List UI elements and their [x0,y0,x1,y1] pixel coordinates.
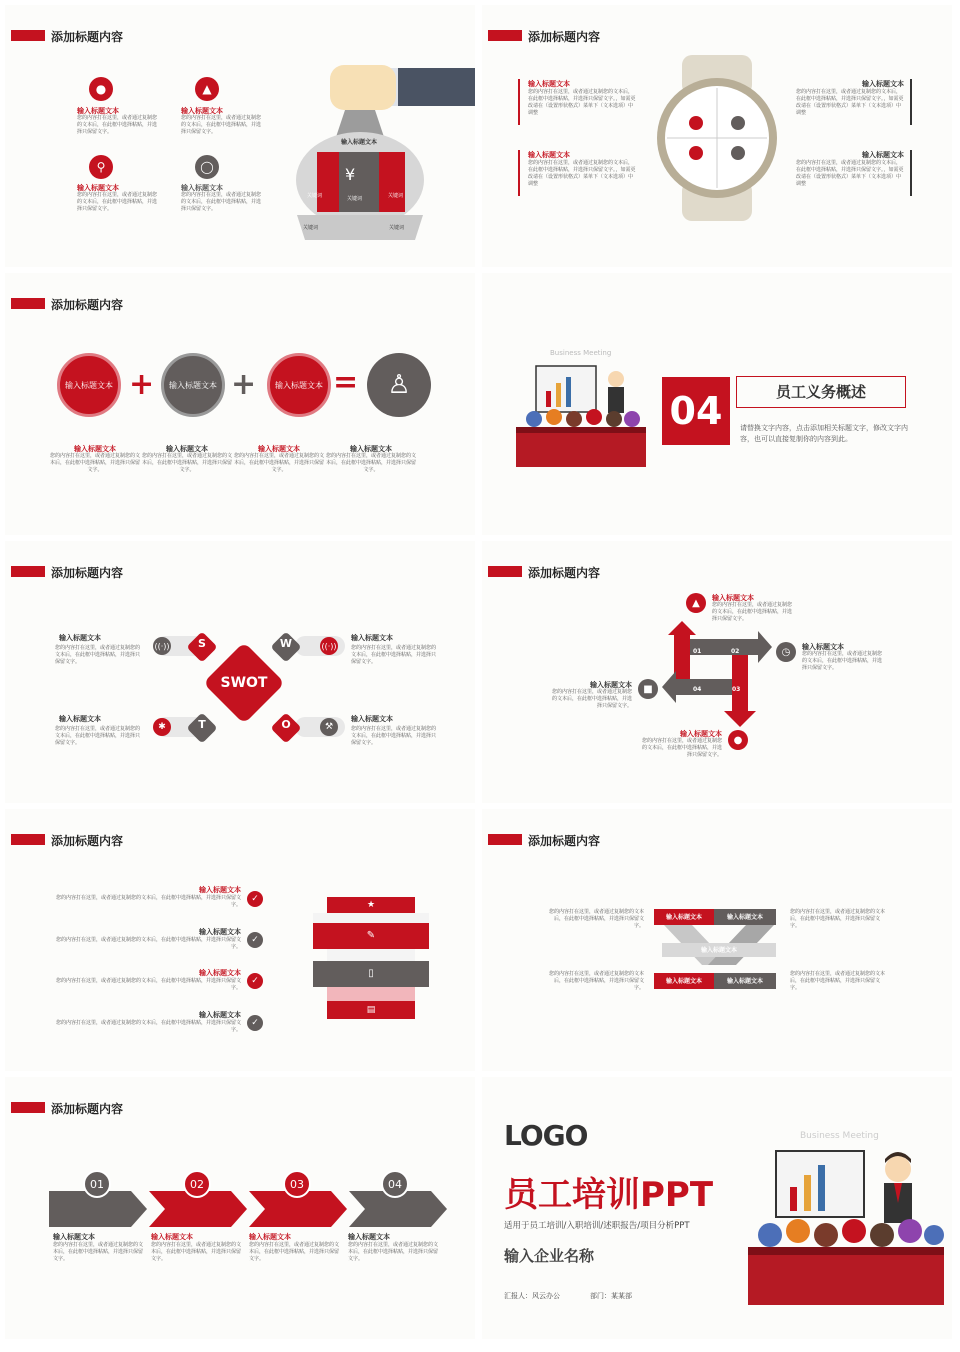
item-label: 输入标题文本 [802,643,844,651]
item-desc: 您的内容打在这里，或者通过复制您的文本后，在此框中选择粘贴，并选择只保留文字。 [249,1242,340,1262]
item-desc: 您的内容打在这里，或者通过复制您的文本后，在此框中选择粘贴，并选择只保留文字。，如需更改请在（设置形状格式）菜单下（文本选项）中调整 [528,160,636,187]
user-icon: ● [89,77,113,101]
department: 部门：某某部 [590,1292,632,1300]
check-icon: ✓ [247,932,263,948]
item-desc: 您的内容打在这里，或者通过复制您的文本后，在此框中选择粘贴，并选择只保留文字。 [50,453,141,473]
item-label: 输入标题文本 [74,445,116,453]
item-label: 输入标题文本 [59,634,101,642]
signal-icon: ((·)) [320,637,338,655]
item-label: 输入标题文本 [151,1233,193,1241]
keyword-label: 关键词 [388,193,404,199]
step-number: 02 [183,1170,211,1198]
phone-icon: ▯ [313,961,429,987]
equals-sign: = [333,365,359,400]
bug-icon: ✱ [153,718,171,736]
item-desc: 您的内容打在这里，或者通过复制您的文本后，在此框中选择粘贴，并选择只保留文字。 [181,115,262,135]
item-desc: 您的内容打在这里，或者通过复制您的文本后，在此框中选择粘贴，并选择只保留文字。 [790,971,886,991]
check-icon: ✓ [247,891,263,907]
equation-circle: 输入标题文本 [161,353,225,417]
header-title: 添加标题内容 [51,30,124,44]
money-bag-illustration [285,40,475,245]
item-label: 输入标题文本 [712,594,754,602]
item-label: 输入标题文本 [348,1233,390,1241]
watch-illustration [652,53,782,223]
item-label: 输入标题文本 [199,969,241,977]
cover-title: 员工培训PPT [504,1175,714,1215]
slide-10 [482,1077,952,1339]
stack-spacer [327,949,415,961]
person-trophy-icon: ♙ [367,353,431,417]
megaphone-icon: ▲ [195,77,219,101]
item-desc: 您的内容打在这里，或者通过复制您的文本后，在此框中选择粘贴，并选择只保留文字。 [55,645,141,665]
item-label: 输入标题文本 [59,715,101,723]
keyword-label: 关键词 [389,225,405,231]
header-title: 添加标题内容 [528,566,601,580]
item-desc: 您的内容打在这里，或者通过复制您的文本后，在此框中选择粘贴，并选择只保留文字。 [55,895,241,908]
item-desc: 您的内容打在这里，或者通过复制您的文本后，在此框中选择粘贴，并选择只保留文字。，如需更改请在（设置形状格式）菜单下（文本选项）中调整 [528,89,636,116]
header-accent-bar [11,566,45,577]
swot-letter: S [198,637,206,650]
item-desc: 您的内容打在这里，或者通过复制您的文本后，在此框中选择粘贴，并选择只保留文字。 [55,937,241,950]
item-desc: 您的内容打在这里，或者通过复制您的文本后，在此框中选择粘贴，并选择只保留文字。 [712,602,793,622]
item-label: 输入标题文本 [862,151,904,159]
ribbon-label: 输入标题文本 [726,978,763,985]
keyword-label: 关键词 [347,196,363,202]
step-number: 04 [381,1170,409,1198]
item-label: 输入标题文本 [199,886,241,894]
header-title: 添加标题内容 [528,834,601,848]
lightbulb-icon: ◯ [195,155,219,179]
item-label: 输入标题文本 [862,80,904,88]
step-number: 04 [693,686,702,693]
slide-3 [5,273,475,535]
divider [910,79,912,125]
keyword-label: 关键词 [303,225,319,231]
item-desc: 您的内容打在这里，或者通过复制您的文本后，在此框中选择粘贴，并选择只保留文字。 [548,909,644,929]
section-desc: 请替换文字内容，点击添加相关标题文字，修改文字内容，也可以直接复制你的内容到此。 [740,424,908,443]
check-icon: ✓ [247,1015,263,1031]
slide-8 [482,809,952,1071]
header-title: 添加标题内容 [51,834,124,848]
plus-sign: + [231,367,257,402]
item-desc: 您的内容打在这里，或者通过复制您的文本后，在此框中选择粘贴，并选择只保留文字。，如需更改请在（设置形状格式）菜单下（文本选项）中调整 [796,160,904,187]
header-accent-bar [488,566,522,577]
logo-text: LOGO [504,1119,588,1152]
header-accent-bar [11,834,45,845]
item-desc: 您的内容打在这里，或者通过复制您的文本后，在此框中选择粘贴，并选择只保留文字。 [348,1242,439,1262]
header-accent-bar [11,298,45,309]
item-desc: 您的内容打在这里，或者通过复制您的文本后，在此框中选择粘贴，并选择只保留文字。 [552,689,633,709]
item-label: 输入标题文本 [528,151,570,159]
divider [518,79,520,125]
swot-letter: W [279,637,293,650]
ribbon-label: 输入标题文本 [665,914,702,921]
item-desc: 您的内容打在这里，或者通过复制您的文本后，在此框中选择粘贴，并选择只保留文字。，如需更改请在（设置形状格式）菜单下（文本选项）中调整 [796,89,904,116]
step-number: 02 [731,648,740,655]
item-desc: 您的内容打在这里，或者通过复制您的文本后，在此框中选择粘贴，并选择只保留文字。 [142,453,233,473]
item-label: 输入标题文本 [77,107,119,115]
cover-subtitle: 适用于员工培训/入职培训/述职报告/项目分析PPT [504,1221,690,1231]
item-desc: 您的内容打在这里，或者通过复制您的文本后，在此框中选择粘贴，并选择只保留文字。 [548,971,644,991]
equation-circle: 输入标题文本 [267,353,331,417]
item-label: 输入标题文本 [181,184,223,192]
equation-circle: 输入标题文本 [57,353,121,417]
item-desc: 您的内容打在这里，或者通过复制您的文本后，在此框中选择粘贴，并选择只保留文字。 [642,738,723,758]
header-accent-bar [488,30,522,41]
item-label: 输入标题文本 [350,445,392,453]
pen-icon: ✎ [313,923,429,949]
item-desc: 您的内容打在这里，或者通过复制您的文本后，在此框中选择粘贴，并选择只保留文字。 [234,453,325,473]
item-label: 输入标题文本 [166,445,208,453]
slide-9 [5,1077,475,1339]
item-desc: 您的内容打在这里，或者通过复制您的文本后，在此框中选择粘贴，并选择只保留文字。 [151,1242,242,1262]
ribbon-label: 输入标题文本 [665,978,702,985]
divider [910,150,912,196]
item-label: 输入标题文本 [351,634,393,642]
item-label: 输入标题文本 [680,730,722,738]
item-label: 输入标题文本 [351,715,393,723]
header-title: 添加标题内容 [51,566,124,580]
reporter: 汇报人：风云办公 [504,1292,560,1300]
item-desc: 您的内容打在这里，或者通过复制您的文本后，在此框中选择粘贴，并选择只保留文字。 [802,651,883,671]
item-label: 输入标题文本 [181,107,223,115]
slide-5 [5,541,475,803]
svg-text:¥: ¥ [345,165,356,184]
swot-center-label: SWOT [220,675,268,691]
board-caption: Business Meeting [550,349,612,357]
step-number: 03 [283,1170,311,1198]
section-title: 员工义务概述 [736,376,906,408]
wrench-icon: ⚒ [320,718,338,736]
slide-1 [5,5,475,267]
item-label: 输入标题文本 [528,80,570,88]
slide-6 [482,541,952,803]
swot-letter: T [198,718,206,731]
header-title: 添加标题内容 [528,30,601,44]
slide-2 [482,5,952,267]
company-name: 输入企业名称 [504,1247,595,1265]
header-accent-bar [11,1102,45,1113]
business-meeting-illustration [516,361,646,471]
ribbon-label: 输入标题文本 [700,947,737,954]
item-label: 输入标题文本 [590,681,632,689]
item-desc: 您的内容打在这里，或者通过复制您的文本后，在此框中选择粘贴，并选择只保留文字。 [326,453,417,473]
check-icon: ✓ [247,973,263,989]
signal-icon: ((·)) [153,637,171,655]
globe-icon: ● [728,730,748,750]
header-title: 添加标题内容 [51,1102,124,1116]
item-desc: 您的内容打在这里，或者通过复制您的文本后，在此框中选择粘贴，并选择只保留文字。 [351,645,437,665]
item-label: 输入标题文本 [53,1233,95,1241]
step-number: 03 [732,686,741,693]
bag-title: 输入标题文本 [341,139,378,146]
swot-letter: O [281,718,291,731]
step-number: 01 [83,1170,111,1198]
header-accent-bar [488,834,522,845]
business-meeting-illustration [748,1143,944,1308]
arrow-cycle-diagram [662,611,782,731]
item-desc: 您的内容打在这里，或者通过复制您的文本后，在此框中选择粘贴，并选择只保留文字。 [55,1020,241,1033]
plus-sign: + [129,367,155,402]
ribbon-label: 输入标题文本 [726,914,763,921]
cart-icon: ■ [638,679,658,699]
slide-7 [5,809,475,1071]
item-label: 输入标题文本 [199,928,241,936]
item-desc: 您的内容打在这里，或者通过复制您的文本后，在此框中选择粘贴，并选择只保留文字。 [55,726,141,746]
item-label: 输入标题文本 [199,1011,241,1019]
divider [518,150,520,196]
keyword-label: 关键词 [307,193,323,199]
stack-spacer [313,913,429,923]
section-number: 04 [662,377,730,445]
slide-4 [482,273,952,535]
board-caption: Business Meeting [800,1131,879,1141]
item-desc: 您的内容打在这里，或者通过复制您的文本后，在此框中选择粘贴，并选择只保留文字。 [351,726,437,746]
item-label: 输入标题文本 [249,1233,291,1241]
item-desc: 您的内容打在这里，或者通过复制您的文本后，在此框中选择粘贴，并选择只保留文字。 [77,192,158,212]
header-title: 添加标题内容 [51,298,124,312]
header-accent-bar [11,30,45,41]
step-number: 01 [693,648,702,655]
item-desc: 您的内容打在这里，或者通过复制您的文本后，在此框中选择粘贴，并选择只保留文字。 [790,909,886,929]
item-label: 输入标题文本 [77,184,119,192]
clock-icon: ◷ [776,642,796,662]
item-desc: 您的内容打在这里，或者通过复制您的文本后，在此框中选择粘贴，并选择只保留文字。 [77,115,158,135]
trophy-icon: ★ [327,897,415,913]
calendar-icon: ▤ [327,1001,415,1019]
key-icon: ⚲ [89,155,113,179]
stack-band [327,987,415,1001]
item-desc: 您的内容打在这里，或者通过复制您的文本后，在此框中选择粘贴，并选择只保留文字。 [55,978,241,991]
item-desc: 您的内容打在这里，或者通过复制您的文本后，在此框中选择粘贴，并选择只保留文字。 [181,192,262,212]
item-label: 输入标题文本 [258,445,300,453]
graduation-cap-icon: ▲ [686,593,706,613]
item-desc: 您的内容打在这里，或者通过复制您的文本后，在此框中选择粘贴，并选择只保留文字。 [53,1242,144,1262]
